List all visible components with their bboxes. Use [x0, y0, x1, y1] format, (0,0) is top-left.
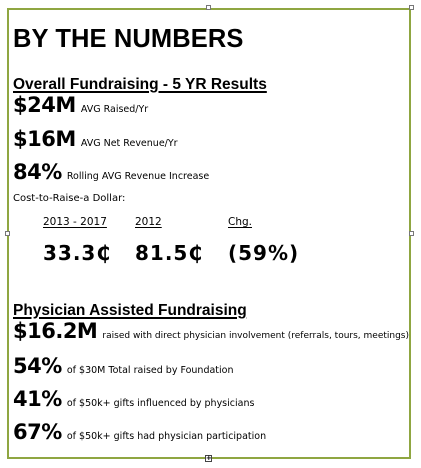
stat-row — [13, 354, 234, 378]
stat-row — [13, 93, 148, 117]
stat-label: of $30M Total raised by Foundation — [66, 365, 234, 376]
stat-row — [13, 420, 266, 444]
stat-value: 54% — [13, 354, 62, 378]
stat-value: $16M — [13, 127, 76, 151]
resize-handle-top[interactable] — [206, 5, 211, 10]
stat-label: of $50k+ gifts had physician participation — [66, 431, 267, 442]
plus-icon: + — [205, 454, 212, 462]
stat-value: $16.2M — [13, 319, 98, 343]
column-header: Chg. — [228, 216, 252, 228]
stat-label: raised with direct physician involvement (referrals, tours, meetings) — [102, 331, 410, 341]
cost-value: 81.5₵ — [135, 241, 204, 265]
section-heading-overall: Overall Fundraising - 5 YR Results — [13, 76, 267, 93]
cost-value: (59%) — [228, 241, 300, 265]
cost-to-raise-label: Cost-to-Raise-a Dollar: — [13, 193, 126, 204]
resize-handle-right[interactable] — [409, 231, 414, 236]
stat-label: Rolling AVG Revenue Increase — [66, 171, 210, 182]
stat-value: 67% — [13, 420, 62, 444]
column-header: 2012 — [135, 216, 162, 228]
stat-row — [13, 160, 209, 184]
section-heading-physician: Physician Assisted Fundraising — [13, 302, 247, 319]
overflow-handle-bottom[interactable] — [205, 455, 212, 462]
column-header: 2013 - 2017 — [43, 216, 107, 228]
stat-label: AVG Raised/Yr — [80, 104, 149, 115]
stat-label: AVG Net Revenue/Yr — [80, 138, 178, 149]
stat-value: 84% — [13, 160, 62, 184]
page-title: BY THE NUMBERS — [13, 25, 244, 53]
resize-handle-left[interactable] — [5, 231, 10, 236]
stat-value: $24M — [13, 93, 76, 117]
cost-value: 33.3₵ — [43, 241, 112, 265]
stat-row — [13, 387, 254, 411]
stat-row — [13, 127, 178, 151]
stat-row — [13, 319, 409, 343]
stat-label: of $50k+ gifts influenced by physicians — [66, 398, 255, 409]
stat-value: 41% — [13, 387, 62, 411]
resize-handle-top-right[interactable] — [409, 5, 414, 10]
